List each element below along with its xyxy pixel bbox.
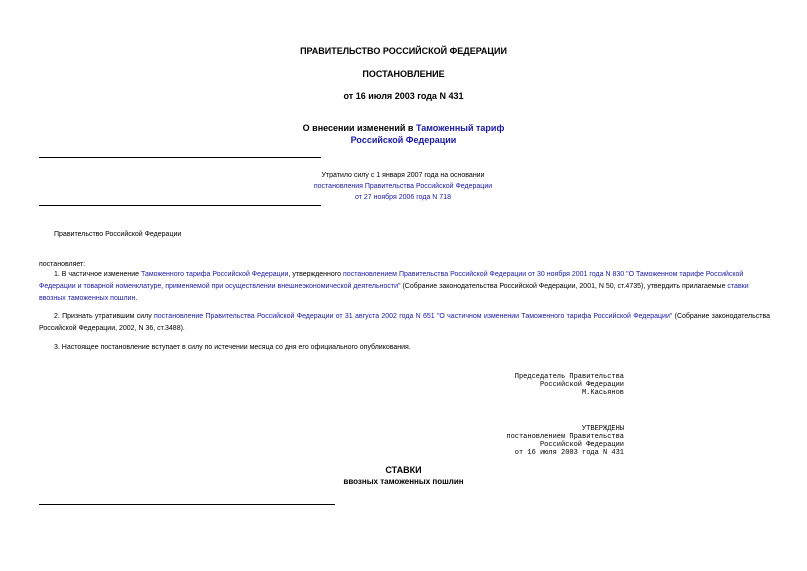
decree-830-link[interactable]: постановлением Правительства Российской Федерации от 30 ноября 2001 года N 830 "О Таможенном тарифе Российской Федерации и товарной номенклатуре, применяемой при осуществлении внешнеэкономической деятельности" [39, 271, 744, 290]
repeal-decree-link[interactable]: постановления Правительства Российской Федерации [313, 183, 493, 190]
approval-date: от 16 июля 2003 года N 431 [514, 449, 624, 457]
annex-title: СТАВКИ [385, 465, 422, 475]
signature-name: М.Касьянов [581, 389, 624, 397]
approval-line-3: Российской Федерации [539, 441, 624, 449]
paragraph-2 [39, 311, 770, 335]
government-heading: ПРАВИТЕЛЬСТВО РОССИЙСКОЙ ФЕДЕРАЦИИ [300, 46, 507, 56]
p2-text-2: (Собрание законодательства Российской Федерации, 2002, N 36, ст.3488). [39, 313, 770, 332]
signature-block [424, 373, 624, 397]
decree-651-link[interactable]: постановление Правительства Российской Федерации от 31 августа 2002 года N 651 "О частичном изменении Таможенного тарифа Российской Федерации" [154, 313, 673, 320]
status-note-text: Утратило силу с 1 января 2007 года на основании [321, 172, 485, 179]
issuer-text: Правительство Российской Федерации [54, 231, 182, 238]
p1-text-4: . [135, 295, 138, 302]
approval-block [424, 425, 624, 457]
annex-subtitle: ввозных таможенных пошлин [343, 477, 464, 486]
p2-text-1: 2. Признать утратившим силу [54, 313, 154, 320]
approval-heading: УТВЕРЖДЕНЫ [581, 425, 624, 433]
document-date: от 16 июля 2003 года N 431 [343, 91, 464, 101]
p1-text-3: (Собрание законодательства Российской Федерации, 2001, N 50, ст.4735), утвердить прилагаемые [400, 283, 728, 290]
tariff-link-line2[interactable]: Российской Федерации [350, 135, 457, 145]
signature-position: Председатель Правительства [514, 373, 624, 381]
tariff-link[interactable]: Таможенный тариф [415, 123, 505, 133]
document-type: ПОСТАНОВЛЕНИЕ [362, 69, 445, 79]
divider-status [39, 205, 321, 206]
divider-bottom [39, 504, 335, 505]
import-duty-rates-link[interactable]: ставки ввозных таможенных пошлин [39, 283, 749, 302]
customs-tariff-link[interactable]: Таможенного тарифа Российской Федерации [141, 271, 289, 278]
paragraph-3: 3. Настоящее постановление вступает в силу по истечении месяца со дня его официального опубликования. [54, 344, 411, 351]
repeal-decree-link-date[interactable]: от 27 ноября 2006 года N 718 [355, 194, 451, 201]
p1-text-2: , утвержденного [288, 271, 344, 278]
signature-country: Российской Федерации [539, 381, 624, 389]
approval-line-2: постановлением Правительства [506, 433, 624, 441]
document-title [0, 122, 807, 146]
title-prefix: О внесении изменений в [302, 123, 416, 133]
paragraph-1 [39, 269, 770, 305]
status-note [300, 170, 506, 203]
divider-top [39, 157, 321, 158]
p1-text-1: 1. В частичное изменение [54, 271, 141, 278]
decides-text: постановляет: [39, 261, 86, 268]
